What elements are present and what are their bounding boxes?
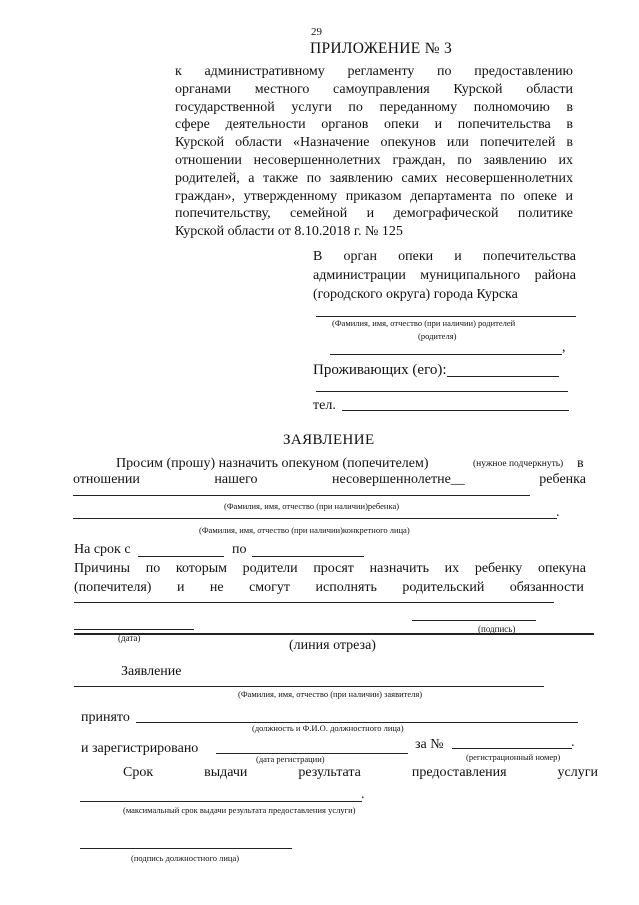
signature-field[interactable] xyxy=(412,620,536,621)
request-word: нашего xyxy=(214,472,258,487)
reasons-word: не xyxy=(209,580,224,595)
phone-label: тел. xyxy=(313,398,336,413)
parents-name-field-2[interactable] xyxy=(330,354,562,355)
deadline-word: предоставления xyxy=(411,765,507,780)
addressee-line: В орган опеки и попечительства xyxy=(313,249,576,264)
reg-date-caption: (дата регистрации) xyxy=(256,754,325,764)
registration-number-field[interactable] xyxy=(452,748,572,749)
appendix-line: попечительству, семейной и демографической политике xyxy=(175,206,573,222)
appendix-line: Курской области от 8.10.2018 г. № 125 xyxy=(175,224,403,240)
reasons-line-1 xyxy=(74,561,586,577)
reasons-word: которым xyxy=(175,561,227,576)
parents-caption-2: (родителя) xyxy=(418,331,457,341)
reasons-word: родительский xyxy=(402,580,485,595)
reasons-line-2 xyxy=(74,580,584,596)
request-text-a: Просим (прошу) назначить опекуном (попечителем) xyxy=(116,456,429,471)
appendix-line: сфере деятельности органов опеки и попечительства в xyxy=(175,117,573,133)
dot-3: . xyxy=(361,787,365,802)
deadline-word: Срок xyxy=(123,765,154,780)
addressee-line: администрации муниципального района xyxy=(313,268,576,283)
deadline-line xyxy=(123,765,598,781)
residing-field-2[interactable] xyxy=(316,391,568,392)
date-caption: (дата) xyxy=(118,633,141,643)
reasons-word: смогут xyxy=(249,580,291,595)
term-from-field[interactable] xyxy=(138,556,224,557)
reg-number-label: за № xyxy=(415,737,444,752)
official-signature-field[interactable] xyxy=(80,848,292,849)
statement-title: ЗАЯВЛЕНИЕ xyxy=(283,432,375,448)
person-caption: (Фамилия, имя, отчество (при наличии)конкретного лица) xyxy=(199,525,410,535)
request-word: отношении xyxy=(73,472,140,487)
deadline-word: результата xyxy=(298,765,361,780)
appendix-title: ПРИЛОЖЕНИЕ № 3 xyxy=(310,40,453,57)
reasons-word: и xyxy=(176,580,185,595)
appendix-line: к административному регламенту по предоставлению xyxy=(175,64,573,79)
cut-line xyxy=(74,633,594,635)
request-line-2 xyxy=(73,472,586,488)
signature-caption: (подпись) xyxy=(478,624,516,634)
child-caption: (Фамилия, имя, отчество (при наличии)ребенка) xyxy=(224,501,400,511)
reasons-word: назначить xyxy=(369,561,430,576)
reasons-word: по xyxy=(145,561,161,576)
appendix-line: отношении несовершеннолетних граждан, по заявлению их xyxy=(175,152,573,168)
appendix-line: органами местного самоуправления Курской области xyxy=(175,81,573,97)
person-name-field[interactable] xyxy=(73,518,557,519)
appendix-line: государственной услуги по переданному полномочию в xyxy=(175,99,573,115)
reg-number-caption: (регистрационный номер) xyxy=(466,752,561,762)
deadline-word: услуги xyxy=(557,765,598,780)
comma: , xyxy=(562,340,566,355)
addressee-line: (городского округа) города Курска xyxy=(313,287,518,302)
residing-label: Проживающих (его): xyxy=(313,362,447,378)
appendix-line: Курской области «Назначение опекунов или попечителей в xyxy=(175,135,573,151)
appendix-line: родителей, а также по заявлению самих несовершеннолетних xyxy=(175,170,573,186)
reasons-word: их xyxy=(444,561,460,576)
official-signature-caption: (подпись должностного лица) xyxy=(131,853,240,863)
appendix-line: граждан», утвержденному приказом департамента по опеке и xyxy=(175,188,573,204)
page-number: 29 xyxy=(311,26,322,38)
cut-line-label: (линия отреза) xyxy=(289,638,376,653)
accepted-label: принято xyxy=(81,710,130,725)
request-word: несовершеннолетне__ xyxy=(331,472,465,487)
term-to-field[interactable] xyxy=(252,556,364,557)
request-text-c: в xyxy=(577,456,584,471)
applicant-name-field[interactable] xyxy=(74,686,544,687)
appendix-reference-text xyxy=(175,63,573,241)
dot: . xyxy=(556,505,560,520)
reasons-word: ребенку xyxy=(474,561,523,576)
reasons-word: Причины xyxy=(74,561,131,576)
parents-name-field[interactable] xyxy=(316,316,576,317)
reasons-word: обязанности xyxy=(509,580,584,595)
official-caption: (должность и Ф.И.О. должностного лица) xyxy=(252,723,404,733)
addressee-block xyxy=(313,247,576,304)
applicant-caption: (Фамилия, имя, отчество (при наличии) заявителя) xyxy=(238,689,423,699)
child-name-field[interactable] xyxy=(73,495,530,496)
residing-field[interactable] xyxy=(447,376,559,377)
parents-caption: (Фамилия, имя, отчество (при наличии) родителей xyxy=(332,318,516,328)
application-label: Заявление xyxy=(121,664,182,679)
deadline-word: выдачи xyxy=(204,765,248,780)
phone-field[interactable] xyxy=(342,410,569,411)
reasons-word: родители xyxy=(242,561,298,576)
term-from-label: На срок с xyxy=(74,542,131,557)
reasons-word: (попечителя) xyxy=(74,580,152,595)
deadline-caption: (максимальный срок выдачи результата предоставления услуги) xyxy=(123,805,356,815)
dot-2: . xyxy=(571,735,575,750)
deadline-field[interactable] xyxy=(80,801,362,802)
reasons-word: опекуна xyxy=(537,561,586,576)
registered-label: и зарегистрировано xyxy=(81,741,199,756)
request-word: ребенка xyxy=(539,472,586,487)
underline-hint: (нужное подчеркнуть) xyxy=(473,459,564,469)
term-to-label: по xyxy=(232,542,247,557)
reasons-word: просят xyxy=(313,561,354,576)
reasons-field[interactable] xyxy=(74,602,554,603)
date-field[interactable] xyxy=(74,629,194,630)
reasons-word: исполнять xyxy=(315,580,377,595)
